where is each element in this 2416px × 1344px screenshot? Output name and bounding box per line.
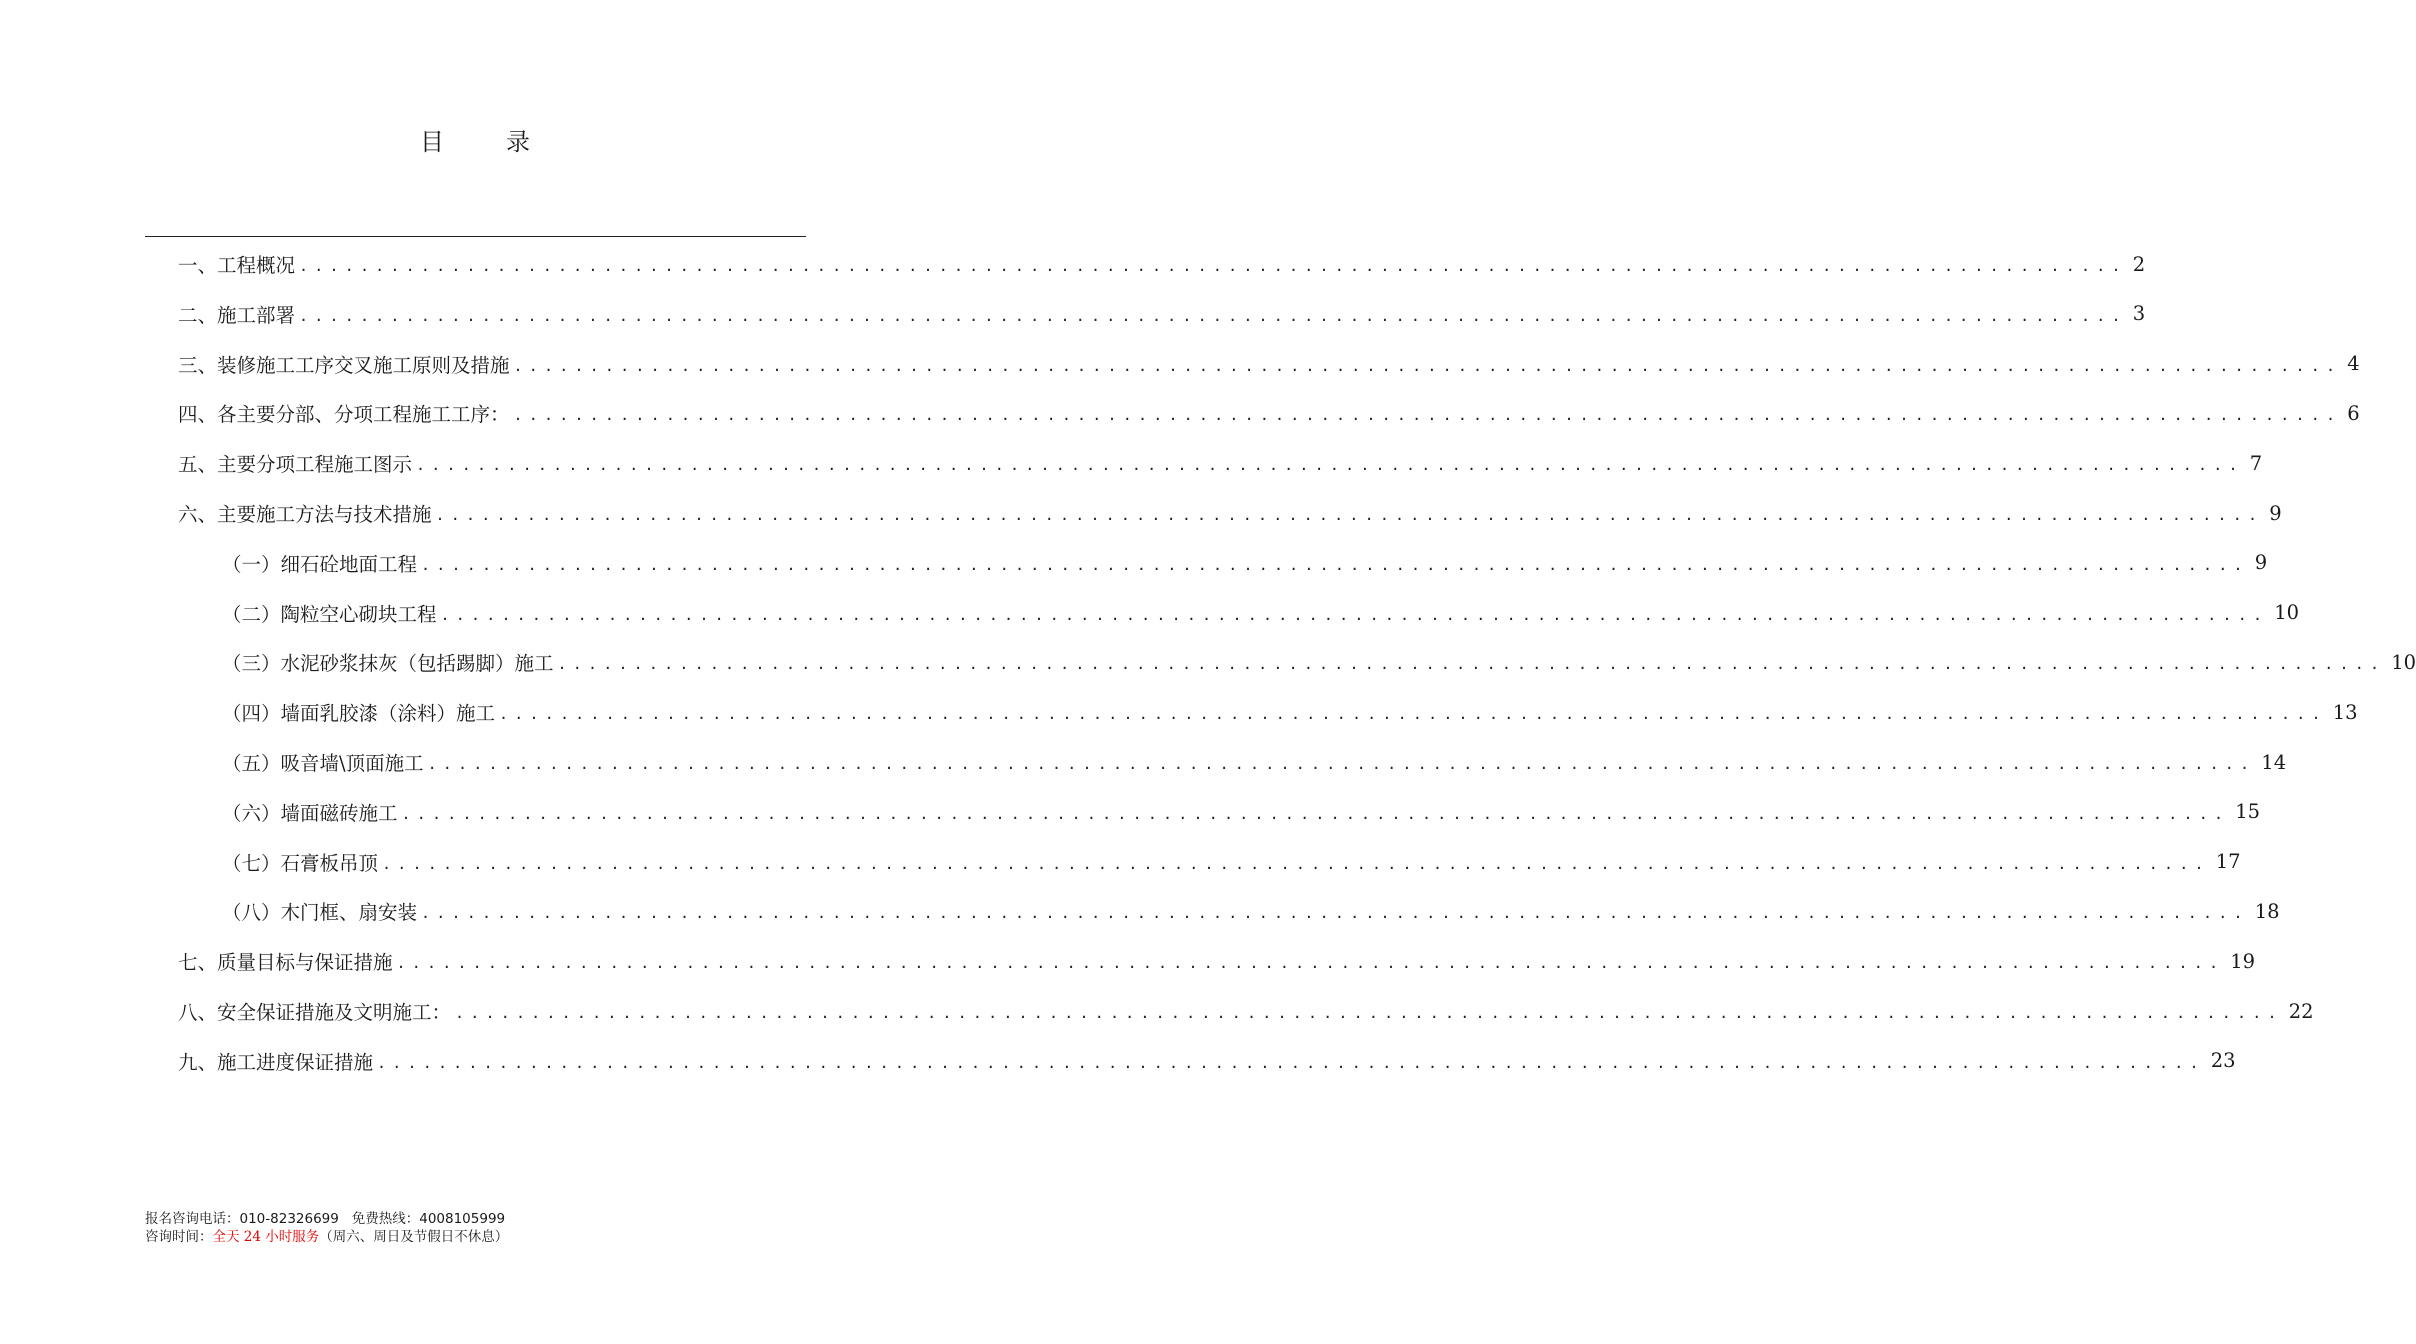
toc-entry-label: 八、安全保证措施及文明施工： xyxy=(178,1001,452,1024)
hours-highlight: 全天 24 小时服务 xyxy=(212,1229,320,1245)
toc-entry-label: 九、施工进度保证措施 xyxy=(178,1050,374,1074)
toc-entry-label: 七、质量目标与保证措施 xyxy=(178,951,393,975)
toc-leader-dots: ........................................................................................................................ xyxy=(299,257,2127,275)
toc-entry[interactable] xyxy=(178,246,2146,282)
toc-entry-label: 六、主要施工方法与技术措施 xyxy=(178,503,432,526)
hours-note: （周六、周日及节假日不休息） xyxy=(319,1229,509,1245)
toc-entry[interactable] xyxy=(222,595,2300,631)
toc-leader-dots: ........................................................................................................................ xyxy=(427,755,2256,773)
toc-entry[interactable] xyxy=(222,694,2358,730)
toc-page-number: 4 xyxy=(2347,352,2360,376)
toc-entry[interactable] xyxy=(178,495,2282,531)
toc-leader-dots: ........................................................................................................................ xyxy=(401,804,2230,823)
toc-page-number: 17 xyxy=(2215,850,2241,874)
phone-label: 报名咨询电话： xyxy=(145,1211,240,1227)
toc-leader-dots: ........................................................................................................................ xyxy=(421,904,2249,923)
toc-entry[interactable] xyxy=(222,545,2268,581)
toc-page-number: 9 xyxy=(2269,501,2282,525)
toc-page-number: 13 xyxy=(2332,700,2358,724)
footer xyxy=(145,1210,508,1246)
toc-leader-dots: ........................................................................................................................ xyxy=(299,306,2127,325)
toc-entry-label: （一）细石砼地面工程 xyxy=(222,552,418,576)
toc-page-number: 9 xyxy=(2254,551,2268,575)
toc-entry[interactable] xyxy=(222,794,2261,830)
toc-entry-label: 四、各主要分部、分项工程施工工序： xyxy=(178,403,510,427)
title-char-1: 目 xyxy=(420,128,444,156)
toc-page-number: 23 xyxy=(2210,1049,2236,1073)
toc-leader-dots: ........................................................................................................................ xyxy=(396,954,2225,973)
toc-leader-dots: ........................................................................................................................ xyxy=(513,356,2342,375)
toc-entry[interactable] xyxy=(222,644,2416,680)
title-divider xyxy=(145,236,806,237)
toc-entry-label: （三）水泥砂浆抹灰（包括踢脚）施工 xyxy=(222,652,554,676)
toc-page-number: 22 xyxy=(2288,999,2314,1023)
toc-page-number: 15 xyxy=(2235,800,2261,824)
toc-page-number: 10 xyxy=(2391,650,2416,674)
toc-entry-label: （七）石膏板吊顶 xyxy=(222,851,379,875)
toc-leader-dots: ........................................................................................................................ xyxy=(421,555,2249,574)
toc-entry[interactable] xyxy=(222,893,2280,929)
toc-entry[interactable] xyxy=(178,395,2360,431)
footer-line-2 xyxy=(145,1228,508,1246)
toc-entry-label: （八）木门框、扇安装 xyxy=(222,901,418,925)
toc-leader-dots: ........................................................................................................................ xyxy=(435,506,2264,524)
toc-entry[interactable] xyxy=(222,744,2287,780)
toc-page-number: 18 xyxy=(2254,899,2280,923)
toc-entry[interactable] xyxy=(222,844,2241,880)
toc-entry-label: （四）墙面乳胶漆（涂料）施工 xyxy=(222,702,496,726)
toc-entry[interactable] xyxy=(178,296,2146,332)
toc-page-number: 19 xyxy=(2230,949,2256,973)
hotline-number: 4008105999 xyxy=(419,1211,506,1227)
page-title xyxy=(0,122,950,157)
toc-page-number: 6 xyxy=(2347,401,2360,425)
phone-number: 010-82326699 xyxy=(239,1211,339,1227)
hotline-label: 免费热线： xyxy=(351,1211,420,1227)
toc-entry-label: 三、装修施工工序交叉施工原则及措施 xyxy=(178,353,510,377)
toc-page-number: 2 xyxy=(2132,252,2146,276)
toc-entry[interactable] xyxy=(178,943,2256,979)
toc-entry-label: （六）墙面磁砖施工 xyxy=(222,801,398,825)
toc-entry[interactable] xyxy=(178,445,2263,481)
footer-line-1 xyxy=(145,1210,508,1228)
toc-leader-dots: ........................................................................................................................ xyxy=(377,1053,2205,1072)
toc-leader-dots: ........................................................................................................................ xyxy=(440,605,2269,624)
toc-leader-dots: ........................................................................................................................ xyxy=(513,406,2342,425)
toc-entry-label: （五）吸音墙\顶面施工 xyxy=(222,752,424,775)
title-char-2: 录 xyxy=(506,128,530,156)
hours-label: 咨询时间： xyxy=(145,1229,213,1245)
toc-entry-label: 五、主要分项工程施工图示 xyxy=(178,453,413,477)
toc-entry[interactable] xyxy=(178,993,2314,1029)
toc-entry[interactable] xyxy=(178,1043,2236,1079)
toc-page-number: 3 xyxy=(2132,302,2146,326)
toc-page-number: 7 xyxy=(2249,451,2263,475)
toc-leader-dots: ........................................................................................................................ xyxy=(499,705,2327,724)
toc-page-number: 14 xyxy=(2261,750,2287,774)
toc-entry-label: 一、工程概况 xyxy=(178,254,296,277)
toc-page-number: 10 xyxy=(2274,601,2300,625)
toc-entry-label: （二）陶粒空心砌块工程 xyxy=(222,602,437,626)
toc-leader-dots: ........................................................................................................................ xyxy=(382,854,2210,873)
toc-leader-dots: ........................................................................................................................ xyxy=(455,1004,2283,1022)
toc-leader-dots: ........................................................................................................................ xyxy=(416,456,2244,475)
toc-entry[interactable] xyxy=(178,346,2360,382)
toc-leader-dots: ........................................................................................................................ xyxy=(557,655,2386,674)
toc-entry-label: 二、施工部署 xyxy=(178,303,296,327)
